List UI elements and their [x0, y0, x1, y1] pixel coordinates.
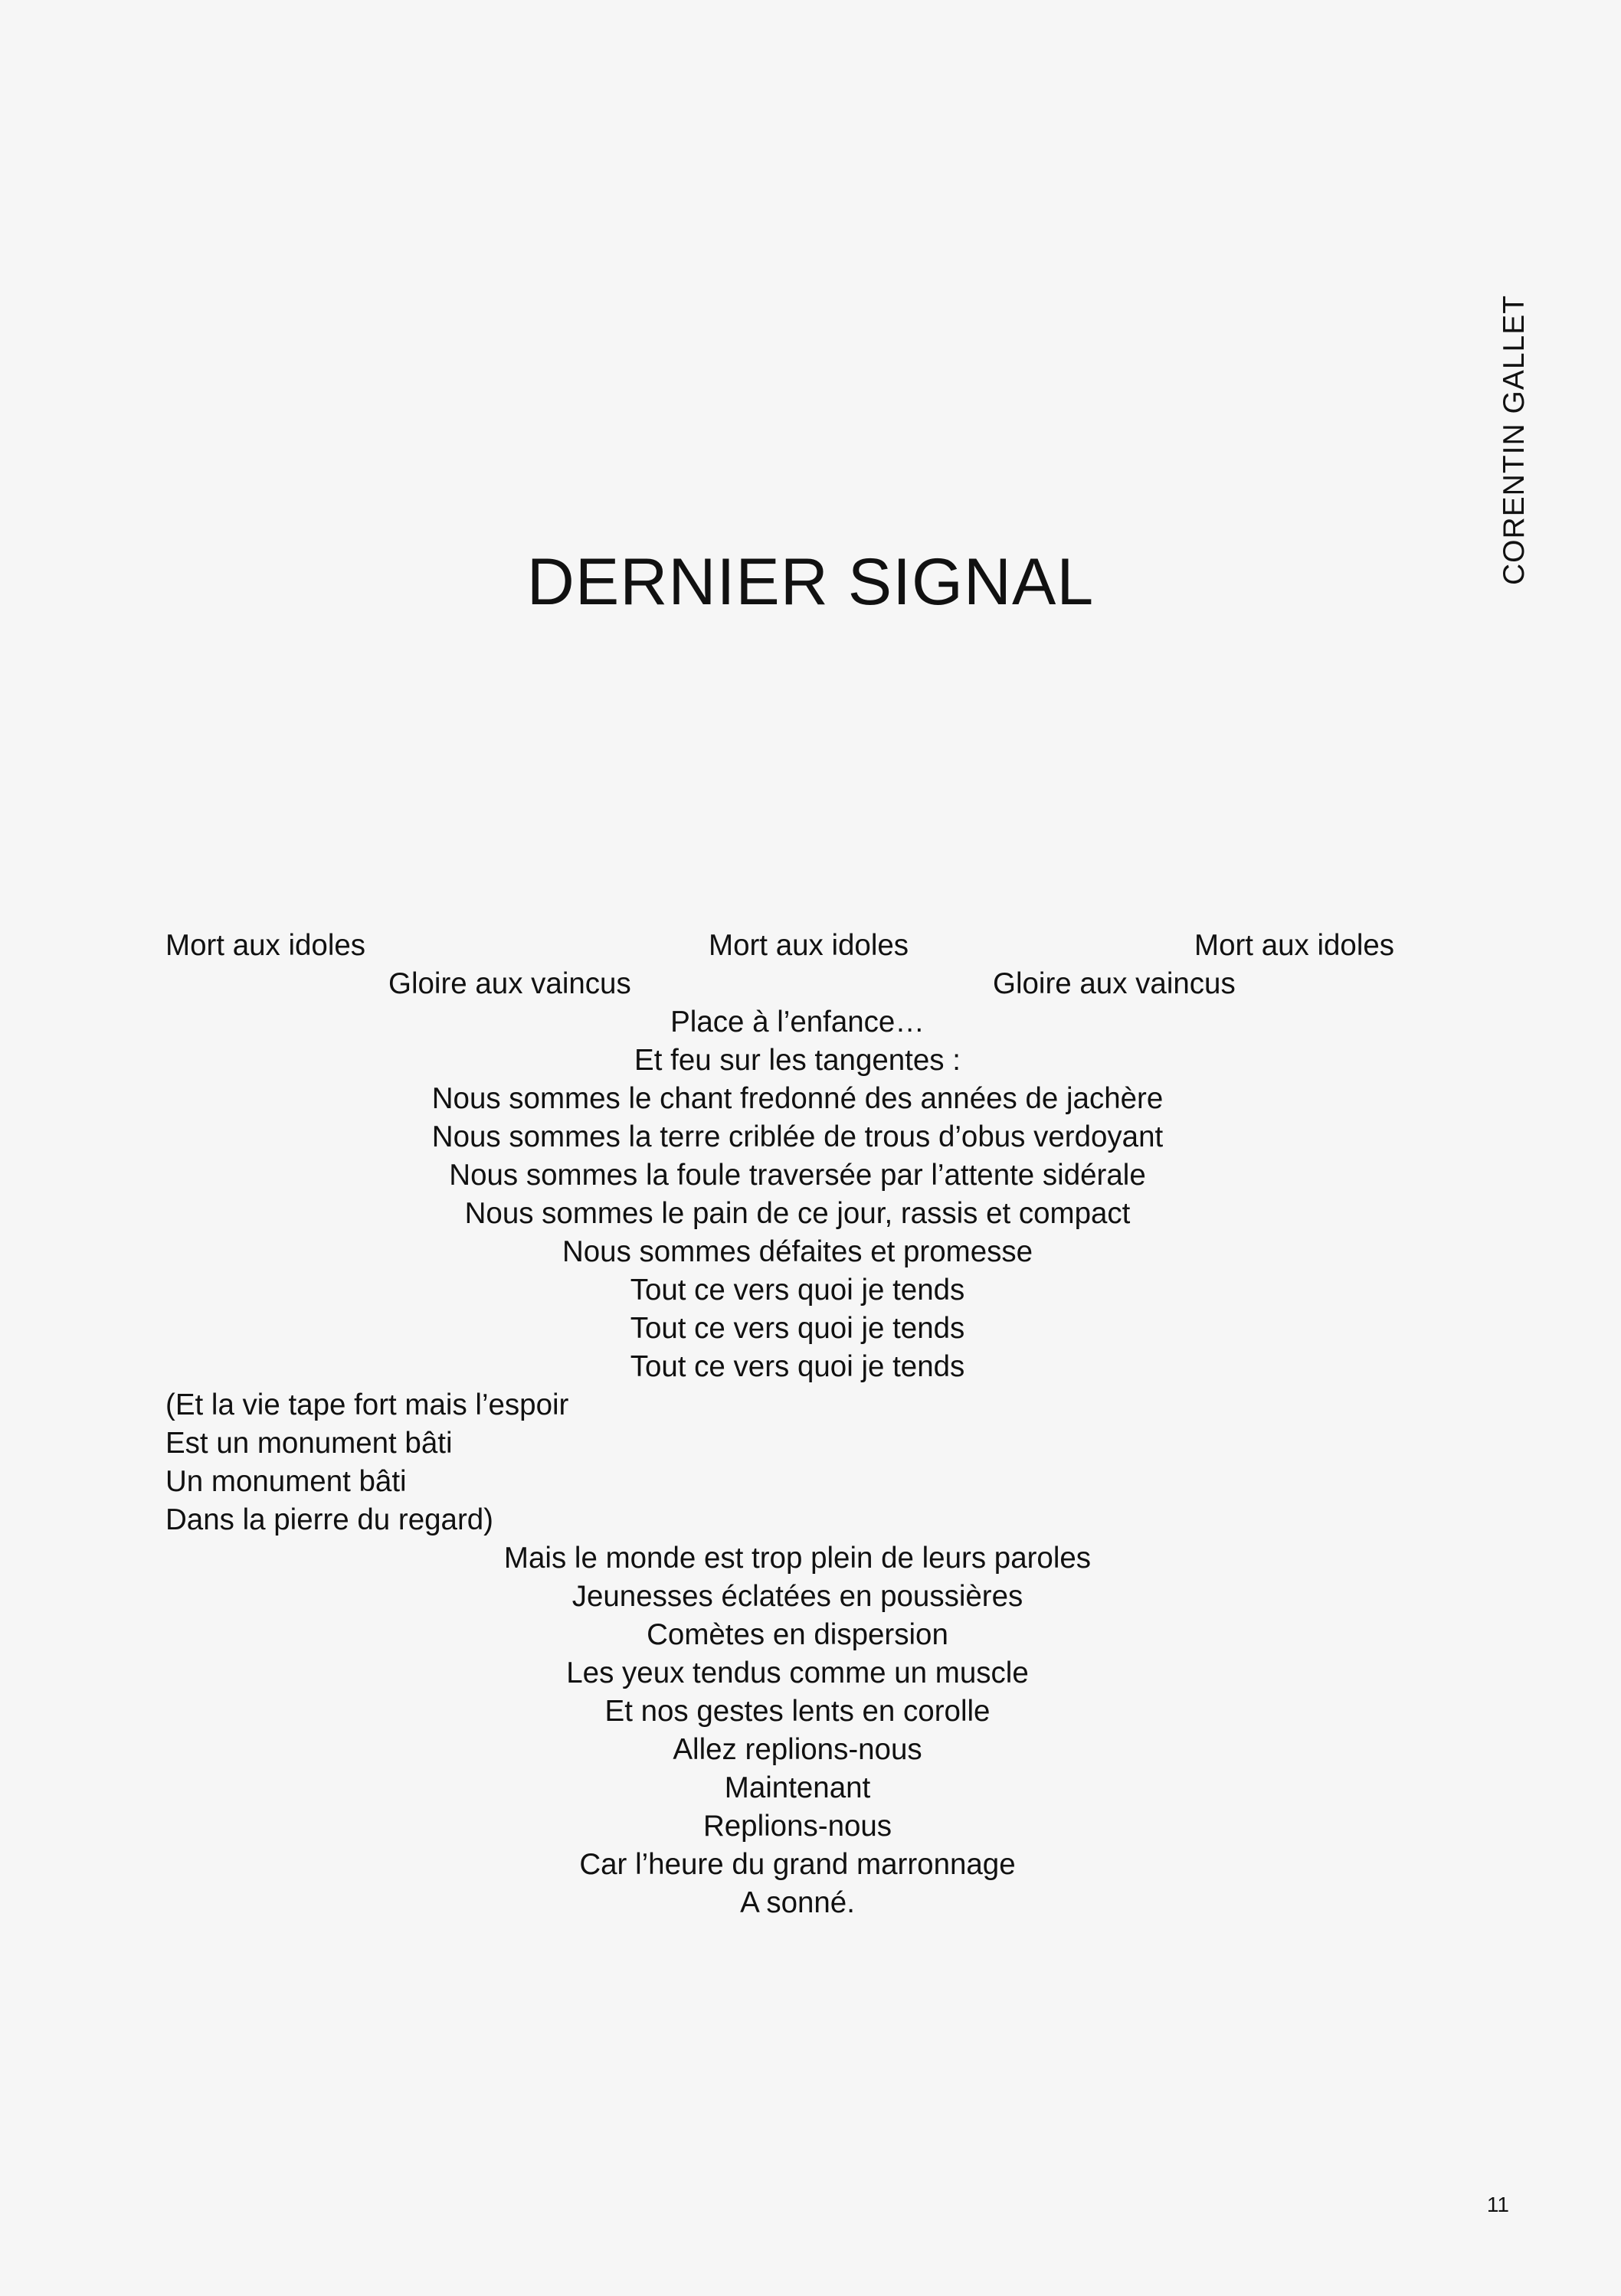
page-number: 11 [1486, 2193, 1509, 2216]
poem-parenthetical-line: Dans la pierre du regard) [165, 1503, 493, 1536]
author-name: CORENTIN GALLET [1498, 294, 1531, 585]
poem-line: Comètes en dispersion [647, 1618, 948, 1651]
poem-line: Mais le monde est trop plein de leurs paroles [503, 1542, 1092, 1575]
poem-line: Nous sommes défaites et promesse [562, 1235, 1033, 1268]
poem-line: Tout ce vers quoi je tends [630, 1274, 965, 1307]
poem-line: Tout ce vers quoi je tends [630, 1312, 965, 1345]
poem-fragment: Gloire aux vaincus [388, 967, 631, 1000]
poem-line: Allez replions-nous [673, 1733, 922, 1766]
poem-line: Nous sommes le chant fredonné des années de jachère [431, 1082, 1164, 1115]
poem-line: Jeunesses éclatées en poussières [571, 1580, 1023, 1613]
poem-line: Nous sommes le pain de ce jour, rassis et compact [464, 1197, 1131, 1230]
poem-line: Place à l’enfance… [670, 1006, 925, 1038]
poem-line: Maintenant [724, 1771, 871, 1804]
poem-line: Car l’heure du grand marronnage [579, 1848, 1016, 1881]
poem-fragment: Mort aux idoles [165, 929, 366, 962]
poem-line: A sonné. [740, 1886, 855, 1919]
poem-title: DERNIER SIGNAL [526, 545, 1095, 619]
poem-fragment: Mort aux idoles [709, 929, 909, 962]
poem-parenthetical-line: Est un monument bâti [165, 1427, 453, 1460]
poem-fragment: Mort aux idoles [1194, 929, 1395, 962]
poem-line: Les yeux tendus comme un muscle [566, 1657, 1029, 1689]
poem-body [165, 927, 1429, 1922]
poem-line-mort-aux-idoles [165, 927, 1429, 965]
poem-line: Et nos gestes lents en corolle [604, 1695, 991, 1728]
poem-fragment: Gloire aux vaincus [993, 967, 1236, 1000]
poem-line: Replions-nous [702, 1810, 892, 1843]
poem-line: Nous sommes la foule traversée par l’attente sidérale [449, 1159, 1146, 1192]
poem-line: Tout ce vers quoi je tends [630, 1350, 965, 1383]
poem-line: Nous sommes la terre criblée de trous d’obus verdoyant [431, 1120, 1164, 1153]
poem-parenthetical-line: Un monument bâti [165, 1465, 407, 1498]
poem-line-gloire-aux-vaincus [165, 965, 1429, 1003]
poem-parenthetical-line: (Et la vie tape fort mais l’espoir [165, 1388, 569, 1421]
poem-line: Et feu sur les tangentes : [634, 1044, 961, 1077]
